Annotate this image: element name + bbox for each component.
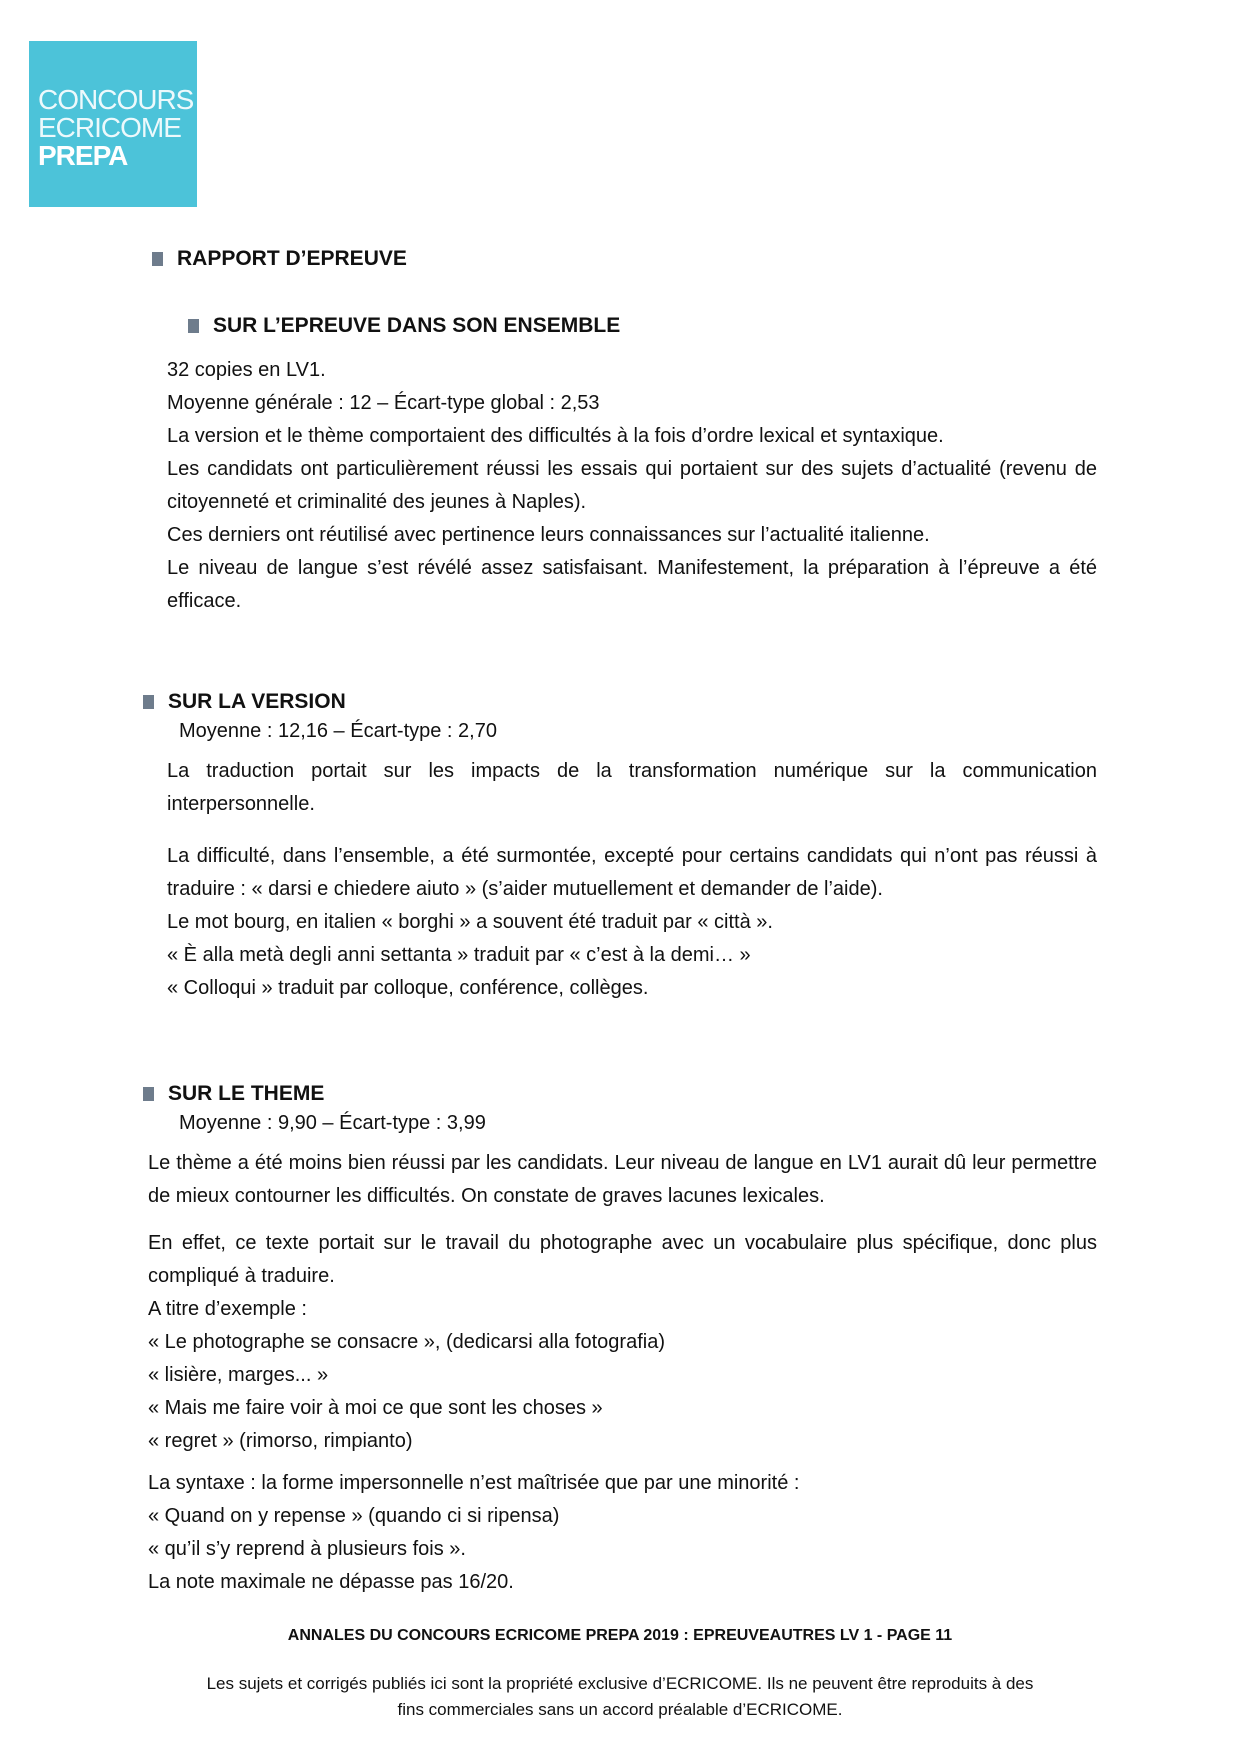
section-ensemble-body [167, 354, 1097, 618]
theme-examples [148, 1293, 1097, 1458]
footer-note-line: fins commerciales sans un accord préalable d’ECRICOME. [397, 1700, 843, 1719]
version-examples [167, 906, 1097, 1005]
paragraph-line: « Colloqui » traduit par colloque, conférence, collèges. [167, 977, 649, 999]
section-theme-title: SUR LE THEME [168, 1082, 325, 1105]
square-bullet-icon [152, 252, 163, 266]
section-version-heading [143, 690, 346, 714]
paragraph-line: La version et le thème comportaient des difficultés à la fois d’ordre lexical et syntaxique. [167, 425, 944, 447]
ecricome-logo [29, 41, 197, 207]
paragraph-line: A titre d’exemple : [148, 1298, 307, 1320]
section-version-title: SUR LA VERSION [168, 690, 346, 713]
theme-syntax [148, 1467, 1097, 1599]
section-ensemble-title: SUR L’EPREUVE DANS SON ENSEMBLE [213, 314, 621, 337]
logo-text-prepa: PREPA [38, 140, 128, 171]
square-bullet-icon [188, 319, 199, 333]
paragraph-line: « lisière, marges... » [148, 1364, 329, 1386]
version-stats: Moyenne : 12,16 – Écart-type : 2,70 [179, 720, 497, 742]
paragraph-line: « Le photographe se consacre », (dedicarsi alla fotografia) [148, 1331, 665, 1353]
footer-copyright-note [0, 1671, 1240, 1723]
footer-title: ANNALES DU CONCOURS ECRICOME PREPA 2019 : EPREUVEAUTRES LV 1 - PAGE 11 [287, 1627, 953, 1644]
paragraph-line: « Mais me faire voir à moi ce que sont les choses » [148, 1397, 603, 1419]
square-bullet-icon [143, 695, 154, 709]
report-title [152, 247, 407, 271]
paragraph-line: « Quand on y repense » (quando ci si ripensa) [148, 1505, 560, 1527]
report-title-text: RAPPORT D’EPREUVE [177, 247, 407, 270]
theme-paragraph-2: En effet, ce texte portait sur le travail du photographe avec un vocabulaire plus spécifique, donc plus compliqué à traduire. [148, 1232, 1097, 1287]
paragraph-line: 32 copies en LV1. [167, 359, 326, 381]
version-paragraph-1: La traduction portait sur les impacts de la transformation numérique sur la communication interpersonnelle. [167, 760, 1097, 815]
logo-text-ecricome: ECRICOME [38, 112, 181, 143]
paragraph-line: Moyenne générale : 12 – Écart-type global : 2,53 [167, 392, 600, 414]
paragraph-line: La syntaxe : la forme impersonnelle n’est maîtrisée que par une minorité : [148, 1472, 800, 1494]
section-theme-heading [143, 1082, 324, 1106]
paragraph-line: La note maximale ne dépasse pas 16/20. [148, 1571, 514, 1593]
square-bullet-icon [143, 1087, 154, 1101]
version-paragraph-2: La difficulté, dans l’ensemble, a été surmontée, excepté pour certains candidats qui n’ont pas réussi à traduire : « darsi e chiedere aiuto » (s’aider mutuellement et demander de l’aide). [167, 845, 1097, 900]
theme-paragraph-1: Le thème a été moins bien réussi par les candidats. Leur niveau de langue en LV1 aurait dû leur permettre de mieux contourner les difficultés. On constate de graves lacunes lexicales. [148, 1152, 1097, 1207]
paragraph: Le niveau de langue s’est révélé assez satisfaisant. Manifestement, la préparation à l’épreuve a été efficace. [167, 557, 1097, 612]
paragraph-line: « qu’il s’y reprend à plusieurs fois ». [148, 1538, 466, 1560]
paragraph-line: « regret » (rimorso, rimpianto) [148, 1430, 413, 1452]
logo-text-concours: CONCOURS [38, 84, 194, 115]
theme-stats: Moyenne : 9,90 – Écart-type : 3,99 [179, 1112, 486, 1134]
paragraph-line: Ces derniers ont réutilisé avec pertinence leurs connaissances sur l’actualité italienne. [167, 524, 930, 546]
paragraph-line: Le mot bourg, en italien « borghi » a souvent été traduit par « città ». [167, 911, 773, 933]
footer-note-line: Les sujets et corrigés publiés ici sont la propriété exclusive d’ECRICOME. Ils ne peuvent être reproduits à des [206, 1674, 1034, 1693]
paragraph: Les candidats ont particulièrement réussi les essais qui portaient sur des sujets d’actualité (revenu de citoyenneté et criminalité des jeunes à Naples). [167, 458, 1097, 513]
section-ensemble-heading [188, 314, 620, 338]
paragraph-line: « È alla metà degli anni settanta » traduit par « c’est à la demi… » [167, 944, 751, 966]
